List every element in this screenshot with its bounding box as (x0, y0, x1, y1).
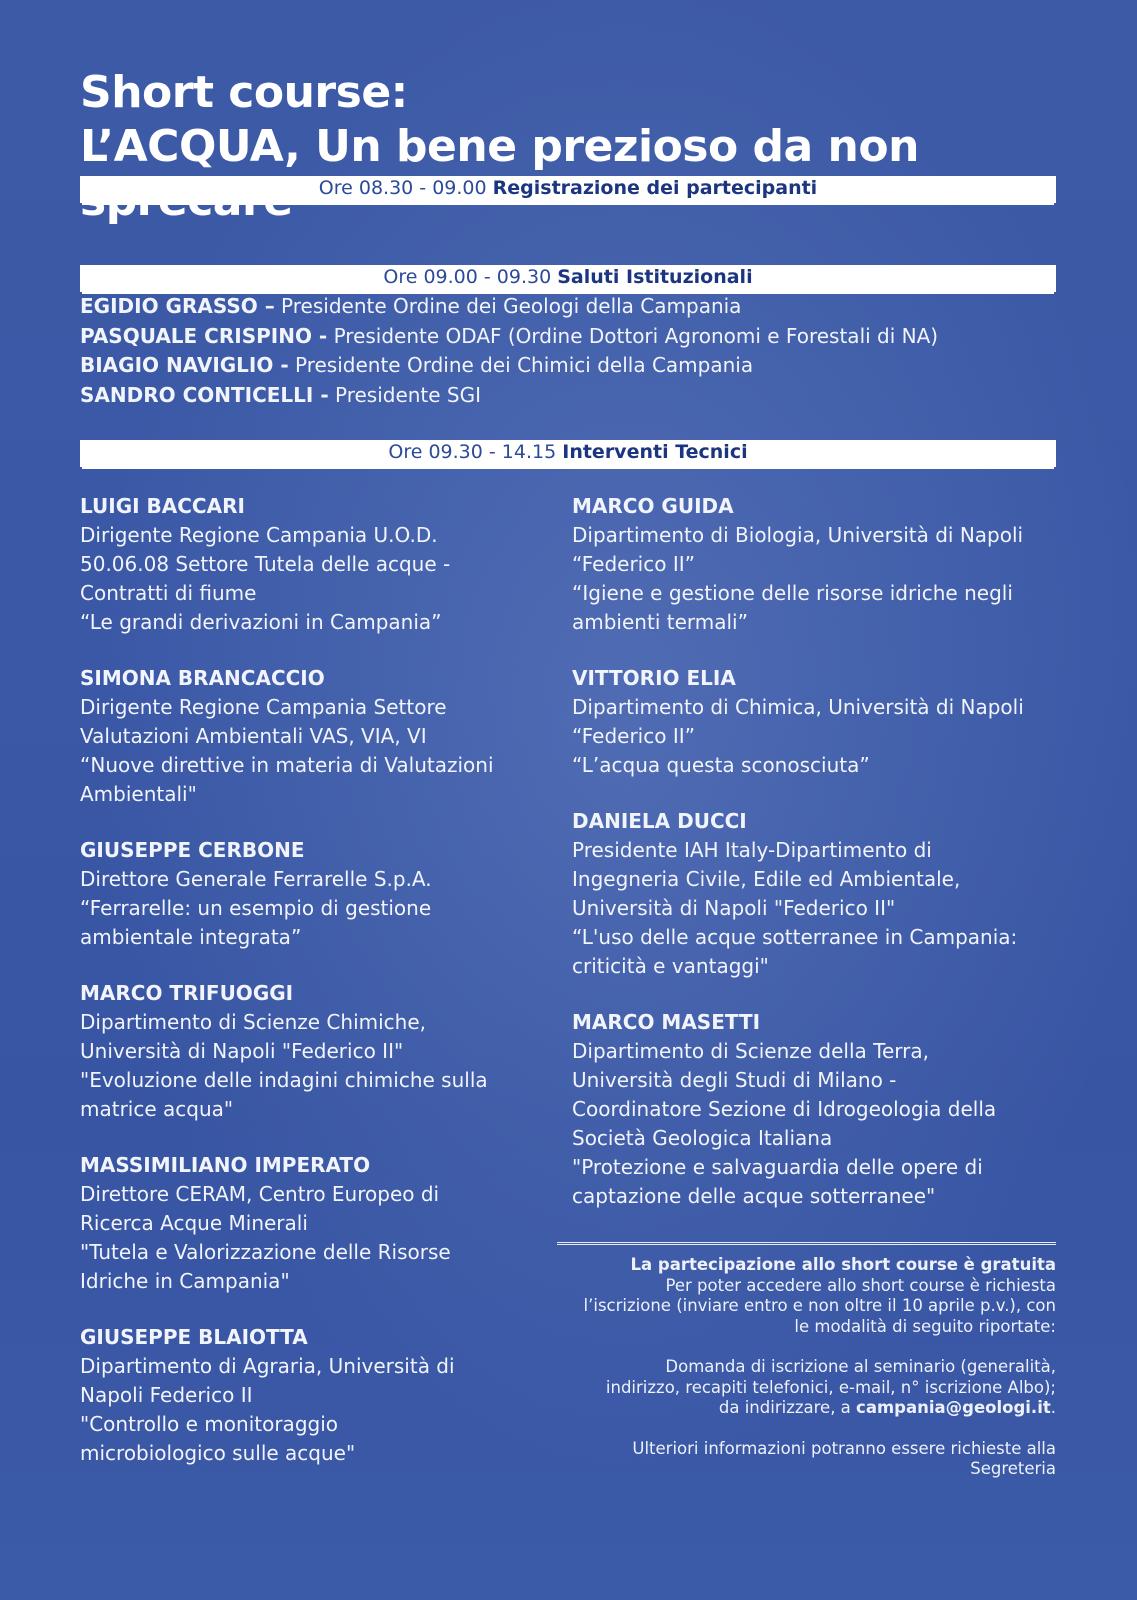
speaker-detail: Napoli Federico II (80, 1383, 253, 1407)
speaker-detail: Direttore Generale Ferrarelle S.p.A. (80, 867, 432, 891)
speaker-detail: ambienti termali” (572, 610, 748, 634)
speaker-detail: "Controllo e monitoraggio (80, 1412, 338, 1436)
speaker-detail: Contratti di fiume (80, 581, 257, 605)
speaker-detail: microbiologico sulle acque" (80, 1441, 356, 1465)
session-time: Ore 08.30 - 09.00 (318, 177, 487, 199)
speaker-detail: “L'uso delle acque sotterranee in Campania: (572, 925, 1018, 949)
registration-info (557, 1242, 1056, 1480)
speaker-detail: Dipartimento di Agraria, Università di (80, 1354, 455, 1378)
info-line: Segreteria (970, 1459, 1056, 1478)
speakers-left-column (80, 492, 540, 1495)
speaker-detail: ambientale integrata” (80, 925, 302, 949)
contact-email[interactable]: campania@geologi.it (856, 1398, 1051, 1417)
speaker-detail: Università degli Studi di Milano - (572, 1068, 897, 1092)
speaker-name: VITTORIO ELIA (572, 666, 736, 690)
info-line: Domanda di iscrizione al seminario (generalità, (665, 1357, 1056, 1376)
info-line: l’iscrizione (inviare entro e non oltre il 10 aprile p.v.), con (583, 1296, 1056, 1315)
speaker-block (572, 664, 1072, 780)
session-bar-registration (80, 176, 1056, 203)
speaker-name: SIMONA BRANCACCIO (80, 666, 325, 690)
page-title (80, 66, 1060, 228)
speaker-detail: Ambientali" (80, 782, 197, 806)
speaker-block (80, 836, 540, 952)
speaker-detail: Dirigente Regione Campania U.O.D. (80, 523, 438, 547)
session-label: Registrazione dei partecipanti (492, 177, 818, 199)
speaker-block (80, 979, 540, 1124)
speaker-detail: Dipartimento di Biologia, Università di Napoli (572, 523, 1024, 547)
speaker-detail: “Ferrarelle: un esempio di gestione (80, 896, 432, 920)
speaker-detail: “Federico II” (572, 552, 695, 576)
session-bar-technical (80, 440, 1056, 467)
speaker-detail: Direttore CERAM, Centro Europeo di (80, 1182, 440, 1206)
info-line: le modalità di seguito riportate: (794, 1316, 1056, 1336)
speaker-block (572, 1008, 1072, 1211)
speaker-detail: “Nuove direttive in materia di Valutazioni (80, 753, 494, 777)
speaker-name: MASSIMILIANO IMPERATO (80, 1153, 371, 1177)
speaker-detail: Coordinatore Sezione di Idrogeologia della (572, 1097, 997, 1121)
speaker-name: DANIELA DUCCI (572, 809, 747, 833)
greeting-item: EGIDIO GRASSO – Presidente Ordine dei Geologi della Campania (80, 294, 742, 318)
speaker-name: MARCO TRIFUOGGI (80, 981, 294, 1005)
speaker-name: MARCO MASETTI (572, 1010, 761, 1034)
speaker-name: LUIGI BACCARI (80, 494, 245, 518)
session-time: Ore 09.30 - 14.15 (388, 441, 557, 463)
speaker-name: GIUSEPPE CERBONE (80, 838, 305, 862)
info-line: indirizzo, recapiti telefonici, e-mail, n° iscrizione Albo); (605, 1377, 1056, 1397)
speaker-detail: Ricerca Acque Minerali (80, 1211, 308, 1235)
session-time: Ore 09.00 - 09.30 (383, 266, 552, 288)
info-headline: La partecipazione allo short course è gratuita (630, 1255, 1056, 1274)
info-line: da indirizzare, a campania@geologi.it. (718, 1398, 1056, 1417)
speaker-detail: captazione delle acque sotterranee" (572, 1184, 936, 1208)
speaker-detail: Dipartimento di Chimica, Università di Napoli (572, 695, 1024, 719)
speaker-block (80, 664, 540, 809)
greeting-item: PASQUALE CRISPINO - Presidente ODAF (Ordine Dottori Agronomi e Forestali di NA) (80, 323, 939, 348)
speaker-detail: Dirigente Regione Campania Settore (80, 695, 447, 719)
greetings-list (80, 292, 1080, 410)
speaker-detail: Ingegneria Civile, Edile ed Ambientale, (572, 867, 961, 891)
speaker-detail: criticità e vantaggi" (572, 954, 769, 978)
speaker-name: GIUSEPPE BLAIOTTA (80, 1325, 308, 1349)
speaker-detail: “Federico II” (572, 724, 695, 748)
session-bar-greetings (80, 265, 1056, 292)
speaker-detail: “Le grandi derivazioni in Campania” (80, 610, 442, 634)
speaker-detail: "Evoluzione delle indagini chimiche sulla (80, 1068, 488, 1092)
speaker-block (572, 492, 1072, 637)
speaker-detail: matrice acqua" (80, 1097, 234, 1121)
greeting-item: SANDRO CONTICELLI - Presidente SGI (80, 382, 482, 407)
speaker-detail: "Protezione e salvaguardia delle opere di (572, 1155, 983, 1179)
info-line: Ulteriori informazioni potranno essere richieste alla (632, 1438, 1056, 1458)
info-line: Per poter accedere allo short course è richiesta (665, 1275, 1056, 1295)
speaker-name: MARCO GUIDA (572, 494, 734, 518)
speaker-detail: “Igiene e gestione delle risorse idriche negli (572, 581, 1013, 605)
speaker-block (80, 492, 540, 637)
speaker-detail: Università di Napoli "Federico II" (80, 1039, 404, 1063)
speaker-detail: "Tutela e Valorizzazione delle Risorse (80, 1240, 451, 1264)
speaker-detail: Società Geologica Italiana (572, 1126, 833, 1150)
speaker-block (80, 1151, 540, 1296)
session-label: Saluti Istituzionali (557, 266, 753, 288)
speakers-right-column (572, 492, 1072, 1238)
speaker-detail: Università di Napoli "Federico II" (572, 896, 896, 920)
speaker-detail: Idriche in Campania" (80, 1269, 290, 1293)
speaker-block (572, 807, 1072, 981)
title-line-2: L’ACQUA, Un bene prezioso da non (80, 121, 919, 172)
speaker-detail: Valutazioni Ambientali VAS, VIA, VI (80, 724, 427, 748)
title-line-1: Short course: (80, 67, 408, 118)
speaker-detail: “L’acqua questa sconosciuta” (572, 753, 870, 777)
greeting-item: BIAGIO NAVIGLIO - Presidente Ordine dei Chimici della Campania (80, 353, 754, 377)
speaker-detail: Dipartimento di Scienze della Terra, (572, 1039, 929, 1063)
speaker-block (80, 1323, 540, 1468)
session-label: Interventi Tecnici (562, 441, 748, 463)
speaker-detail: Presidente IAH Italy-Dipartimento di (572, 838, 932, 862)
speaker-detail: 50.06.08 Settore Tutela delle acque - (80, 552, 451, 576)
speaker-detail: Dipartimento di Scienze Chimiche, (80, 1010, 426, 1034)
